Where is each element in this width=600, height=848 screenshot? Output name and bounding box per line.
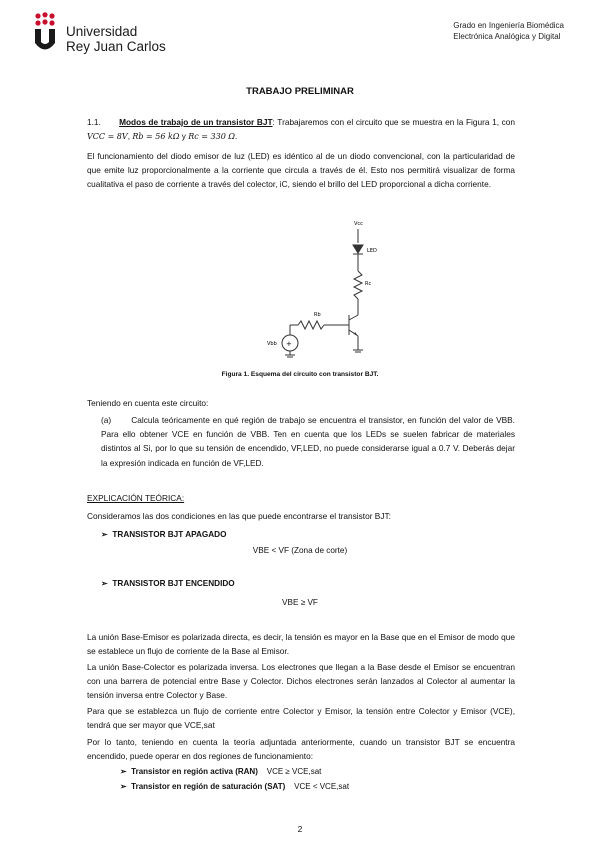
svg-text:+: + <box>286 340 292 348</box>
sep-comma: , <box>127 131 133 142</box>
vcc-value: VCC = 8V <box>87 132 128 142</box>
section-intro-text: : Trabajaremos con el circuito que se muestra en la Figura 1, con <box>272 117 516 127</box>
figure-caption: Figura 1. Esquema del circuito con transistor BJT. <box>221 371 379 378</box>
equation-on: VBE ≥ VF <box>282 598 318 607</box>
bullet-on-label: TRANSISTOR BJT ENCENDIDO <box>112 579 235 588</box>
section-intro <box>87 115 515 144</box>
region-active-label: Transistor en región activa (RAN) <box>131 767 258 776</box>
rc-label: Rc <box>365 281 372 287</box>
question-a <box>101 413 515 470</box>
arrow-bullet-icon: ➢ <box>101 579 113 588</box>
vbb-label: Vbb <box>267 341 277 347</box>
paragraph-base-collector: La unión Base-Colector es polarizada inversa. Los electrones que llegan a la Base desde el Emisor se encuentran con una barrera de potencial entre Base y Colector. Dichos electrones serán lanzados al Colector al aumentar la tensión inversa entre Colector y Base. <box>87 662 515 701</box>
arrow-bullet-icon: ➢ <box>120 767 132 776</box>
university-line2: Rey Juan Carlos <box>66 39 166 54</box>
university-line1: Universidad <box>66 24 138 39</box>
region-saturation-cond: VCE < VCE,sat <box>294 782 350 791</box>
bullet-off-label: TRANSISTOR BJT APAGADO <box>112 530 227 539</box>
sep-period: . <box>234 131 238 142</box>
arrow-bullet-icon: ➢ <box>120 782 132 791</box>
equation-off: VBE < VF (Zona de corte) <box>252 546 348 555</box>
question-label: (a) <box>101 415 112 425</box>
paragraph-context: Teniendo en cuenta este circuito: <box>87 398 209 408</box>
led-label: LED <box>367 248 377 254</box>
region-saturation <box>120 782 349 791</box>
page-number: 2 <box>297 824 303 834</box>
header-course <box>453 20 564 42</box>
section-number: 1.1. <box>87 117 101 127</box>
bullet-transistor-off <box>101 529 226 539</box>
arrow-bullet-icon: ➢ <box>101 530 113 539</box>
paragraph-conditions: Consideramos las dos condiciones en las que puede encontrarse el transistor BJT: <box>87 511 391 521</box>
region-active-cond: VCE ≥ VCE,sat <box>266 767 322 776</box>
university-name <box>66 24 166 54</box>
question-text: Calcula teóricamente en qué región de trabajo se encuentra el transistor, en función del valor de VBB. Para ello obtener VCE en función de VBB. Ten en cuenta que los LEDs se suelen fabricar de materiales distintos al Si, por lo que su tensión de encendido, VF,LED, no puede considerarse igual a 0.7 V. Deberás dejar la expresión indicada en función de VF,LED. <box>101 415 515 468</box>
degree-name: Grado en Ingeniería Biomédica <box>453 21 564 30</box>
subject-name: Electrónica Analógica y Digital <box>453 32 561 41</box>
paragraph-flow: Para que se establezca un flujo de corriente entre Colector y Emisor, la tensión entre Colector y Emisor (VCE), tendrá que ser mayor que VCE,sat <box>87 706 515 731</box>
paragraph-base-emitter: La unión Base-Emisor es polarizada directa, es decir, la tensión es mayor en la Base que en el Emisor de modo que se establece un flujo de corriente de la Base al Emisor. <box>87 632 515 657</box>
page-title: TRABAJO PRELIMINAR <box>246 86 354 97</box>
paragraph-conclusion: Por lo tanto, teniendo en cuenta la teoría adjuntada anteriormente, cuando un transistor BJT se encuentra encendido, puede operar en dos regiones de funcionamiento: <box>87 737 515 762</box>
vcc-label: Vcc <box>354 221 363 227</box>
rb-label: Rb <box>314 312 321 318</box>
region-saturation-label: Transistor en región de saturación (SAT) <box>131 782 286 791</box>
paragraph-led: El funcionamiento del diodo emisor de luz (LED) es idéntico al de un diodo convencional, con la particularidad de que emite luz proporcionalmente a la corriente que circula a través de él. Esto nos permitirá visualizar de forma cualitativa el paso de corriente a través del colector, iC, siendo el brillo del LED proporcional a dicha corriente. <box>87 151 515 190</box>
section-heading: Modos de trabajo de un transistor BJT <box>119 117 273 127</box>
rc-value: Rc = 330 Ω <box>188 132 235 142</box>
bjt-circuit-diagram <box>240 215 400 365</box>
rb-value: Rb = 56 kΩ <box>132 132 180 142</box>
region-active <box>120 767 321 776</box>
university-logo-icon <box>34 12 56 52</box>
sep-and: y <box>179 131 189 142</box>
explanation-heading: EXPLICACIÓN TEÓRICA: <box>87 493 185 503</box>
bullet-transistor-on <box>101 578 235 588</box>
